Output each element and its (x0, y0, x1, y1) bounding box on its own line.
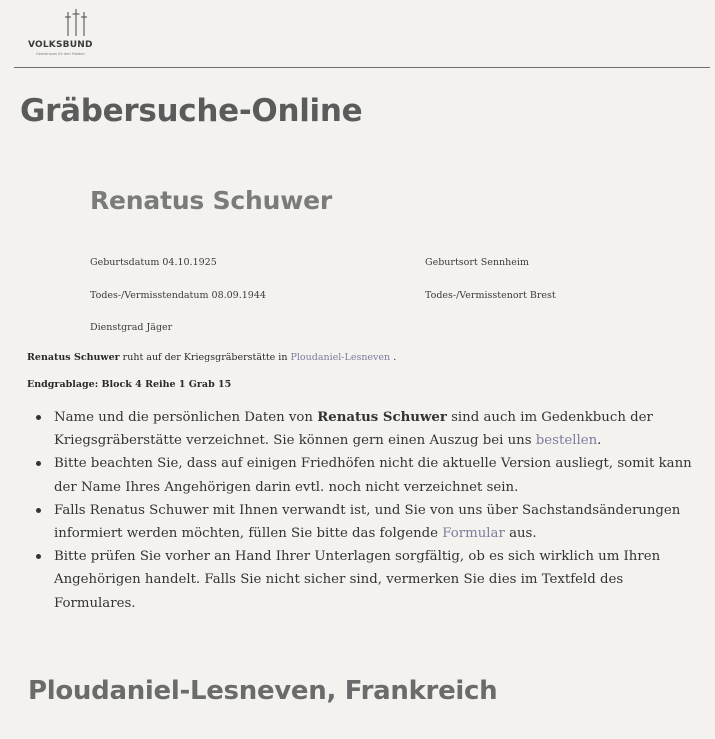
list-person-name: Renatus Schuwer (317, 410, 447, 425)
death-date: Todes-/Vermisstendatum 08.09.1944 (90, 290, 266, 301)
list-text: sind auch im Gedenkbuch der Kriegsgräberstätte verzeichnet. Sie können gern einen Auszug bei uns (54, 410, 653, 449)
form-link[interactable]: Formular (442, 526, 505, 542)
list-item (34, 452, 694, 498)
rank: Dienstgrad Jäger (90, 322, 173, 333)
cemetery-link[interactable]: Ploudaniel-Lesneven (290, 352, 391, 363)
rest-text-before: ruht auf der Kriegsgräberstätte in (119, 352, 291, 363)
death-place: Todes-/Vermisstenort Brest (425, 290, 556, 301)
list-text: Bitte beachten Sie, dass auf einigen Friedhöfen nicht die aktuelle Version ausliegt, somit kann der Name Ihres Angehörigen darin evtl. noch nicht verzeichnet sein. (54, 456, 692, 495)
birth-place: Geburtsort Sennheim (425, 257, 529, 268)
list-text: Falls Renatus Schuwer mit Ihnen verwandt ist, und Sie von uns über Sachstandsänderungen informiert werden möchten, füllen Sie bitte das folgende (54, 502, 681, 542)
volksbund-logo[interactable] (28, 8, 138, 56)
info-list (34, 406, 694, 615)
rest-text-after: . (390, 352, 397, 363)
bullet-icon (36, 554, 41, 559)
list-item (34, 499, 694, 545)
page-title: Gräbersuche-Online (20, 93, 363, 129)
bullet-icon (36, 415, 41, 420)
person-name-heading: Renatus Schuwer (90, 186, 333, 215)
list-text: aus. (504, 526, 537, 542)
list-text: . (597, 433, 602, 449)
bullet-icon (36, 461, 41, 466)
list-text: Bitte prüfen Sie vorher an Hand Ihrer Unterlagen sorgfältig, ob es sich wirklich um Ihren Angehörigen handelt. Falls Sie nicht sicher sind, vermerken Sie dies im Textfeld des Formulares. (54, 549, 661, 611)
final-location: Endgrablage: Block 4 Reihe 1 Grab 15 (27, 379, 232, 390)
crosses-icon (62, 8, 90, 38)
order-link[interactable]: bestellen (535, 433, 598, 449)
bullet-icon (36, 508, 41, 513)
header-divider (14, 67, 710, 68)
list-item (34, 406, 694, 452)
logo-tagline: Gemeinsam für den Frieden (36, 52, 85, 56)
birth-date: Geburtsdatum 04.10.1925 (90, 257, 217, 268)
rest-person-name: Renatus Schuwer (27, 352, 120, 363)
cemetery-heading: Ploudaniel-Lesneven, Frankreich (28, 676, 498, 706)
logo-name: VOLKSBUND (28, 40, 93, 50)
rest-sentence (27, 352, 396, 363)
list-item (34, 545, 694, 615)
list-text: Name und die persönlichen Daten von (54, 410, 318, 425)
